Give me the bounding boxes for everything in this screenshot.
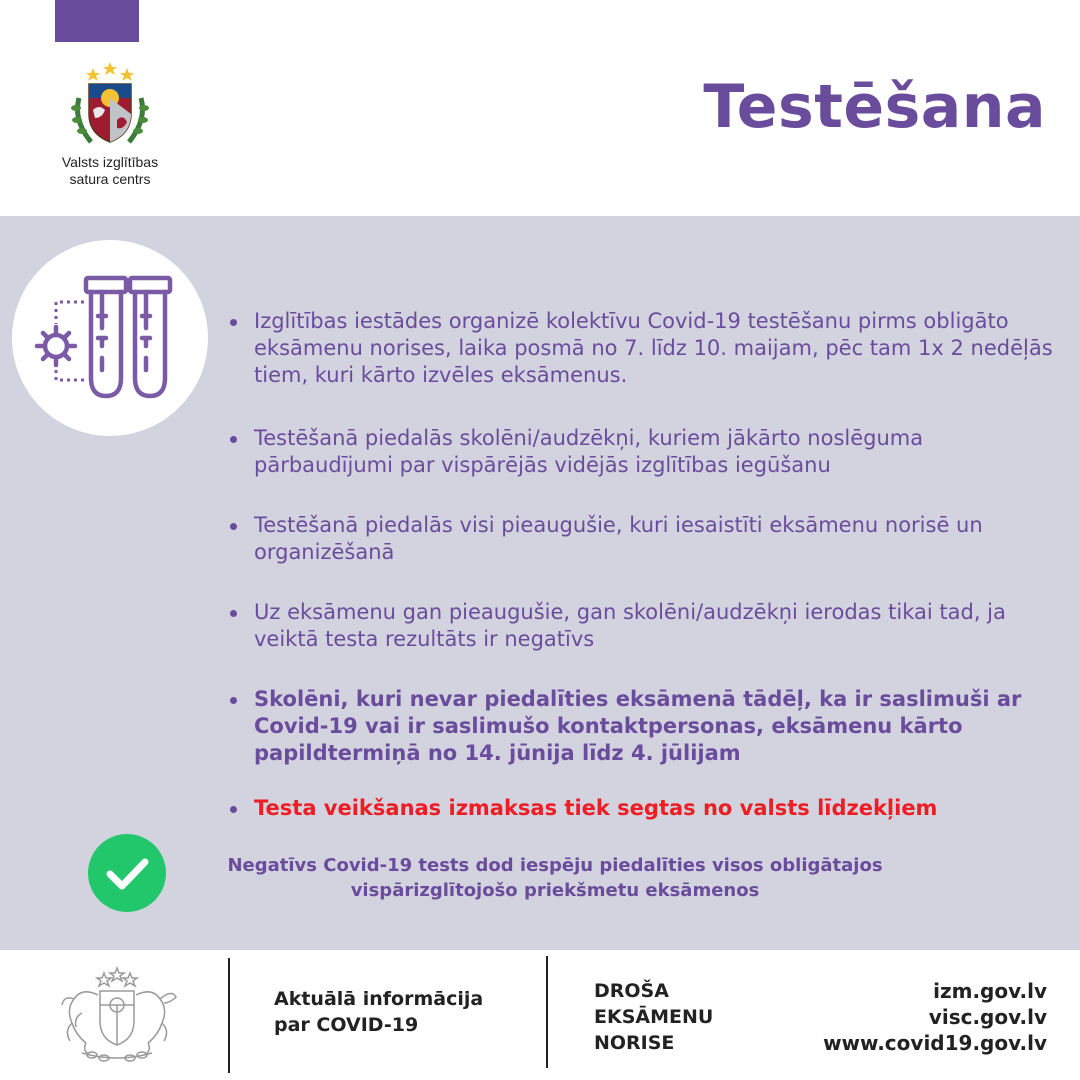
top-accent-bar	[55, 0, 139, 42]
footer-exam-line3: NORISE	[594, 1032, 675, 1054]
list-item-alert: Testa veikšanas izmaksas tiek segtas no valsts līdzekļiem	[228, 795, 1058, 822]
footer-info-line2: par COVID-19	[274, 1014, 419, 1036]
footer-links	[823, 978, 1047, 1056]
footer-divider	[228, 958, 230, 1073]
footer-divider	[546, 956, 548, 1068]
list-item: Testēšanā piedalās visi pieaugušie, kuri iesaistīti eksāmenu norisē un organizēšanā	[228, 512, 1058, 566]
footer-covid-info	[274, 986, 483, 1038]
footer-emblem	[52, 965, 182, 1065]
footer-link-covid19[interactable]: www.covid19.gov.lv	[823, 1031, 1047, 1055]
list-item-highlight: Skolēni, kuri nevar piedalīties eksāmenā tādēļ, ka ir saslimuši ar Covid-19 vai ir saslimušo kontaktpersonas, eksāmenu kārto papildtermiņā no 14. jūnija līdz 4. jūlijam	[228, 686, 1058, 767]
test-tubes-virus-icon	[12, 240, 208, 436]
coat-of-arms-icon	[65, 58, 155, 150]
note-line2: vispārizglītojošo priekšmetu eksāmenos	[350, 880, 760, 901]
info-bullet-list	[228, 308, 1058, 822]
footer-exam-line1: DROŠA	[594, 980, 669, 1002]
footer-info-line1: Aktuālā informācija	[274, 988, 484, 1010]
icon-circle	[12, 240, 208, 436]
visc-logo	[40, 58, 180, 198]
negative-test-note	[170, 853, 940, 903]
list-item: Testēšanā piedalās skolēni/audzēkņi, kuriem jākārto noslēguma pārbaudījumi par vispārējās vidējās izglītības iegūšanu	[228, 425, 1058, 479]
note-line1: Negatīvs Covid-19 tests dod iespēju piedalīties visos obligātajos	[227, 855, 883, 876]
footer-link-izm[interactable]: izm.gov.lv	[933, 979, 1047, 1003]
footer-exam-line2: EKSĀMENU	[594, 1006, 714, 1028]
latvia-emblem-icon	[52, 965, 182, 1065]
org-name-line1: Valsts izglītības	[61, 154, 159, 170]
check-badge	[88, 834, 166, 912]
footer-link-visc[interactable]: visc.gov.lv	[928, 1005, 1047, 1029]
page-title: Testēšana	[703, 72, 1046, 142]
list-item: Izglītības iestādes organizē kolektīvu Covid-19 testēšanu pirms obligāto eksāmenu norises, laika posmā no 7. līdz 10. maijam, pēc tam 1x 2 nedēļās tiem, kuri kārto izvēles eksāmenus.	[228, 308, 1058, 389]
org-name-line2: satura centrs	[69, 171, 151, 187]
check-icon	[88, 834, 166, 912]
footer-campaign-title	[594, 978, 713, 1056]
list-item: Uz eksāmenu gan pieaugušie, gan skolēni/audzēkņi ierodas tikai tad, ja veiktā testa rezultāts ir negatīvs	[228, 599, 1058, 653]
